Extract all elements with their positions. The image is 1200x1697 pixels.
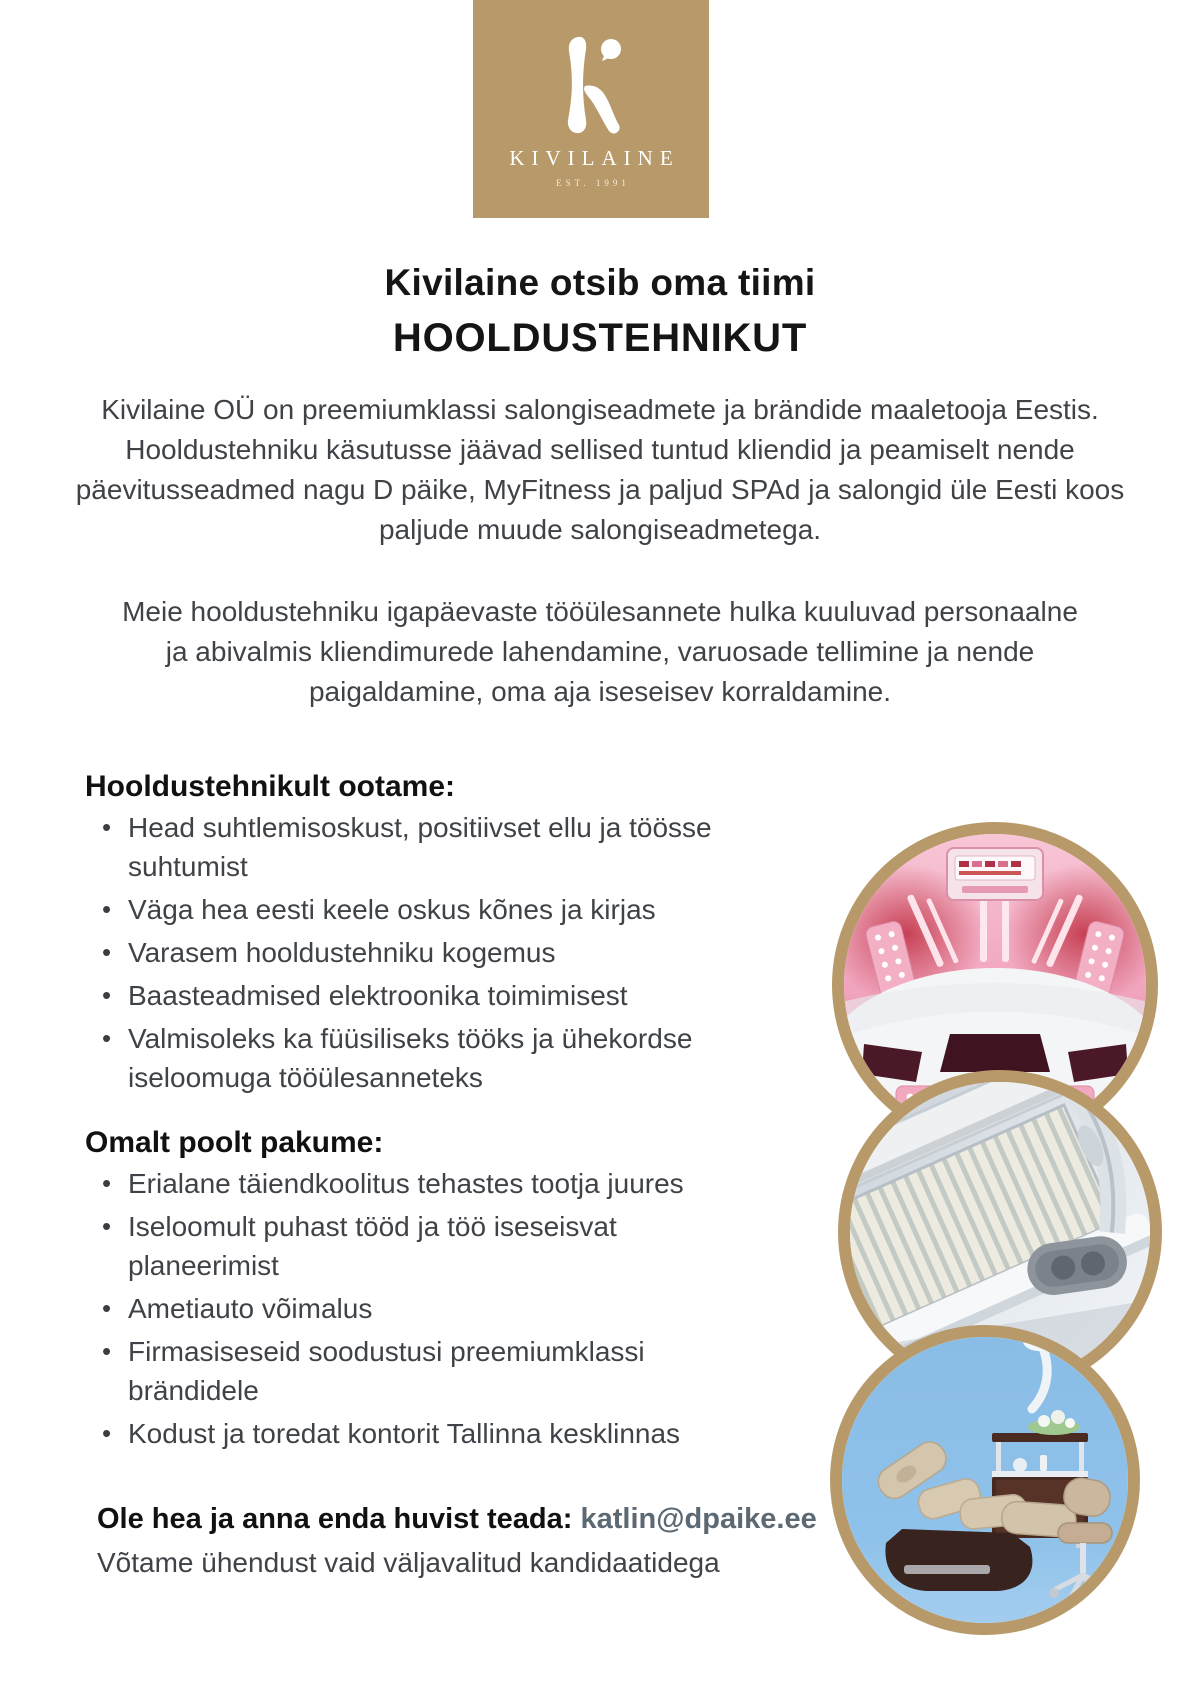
kivilaine-monogram-icon [552,34,630,136]
expectations-heading: Hooldustehnikult ootame: [85,770,455,803]
title-line-2: HOOLDUSTEHNIKUT [392,316,808,360]
established-text: EST. 1991 [556,178,630,188]
offers-list [100,1164,730,1457]
list-item: • Valmisoleks ka füüsiliseks tööks ja ühekordse iseloomuga tööülesanneteks [100,1019,730,1097]
contact-block [97,1500,857,1582]
list-item: • Firmasiseseid soodustusi preemiumklassi brändidele [100,1332,730,1410]
company-logo [473,0,709,218]
list-item: • Baasteadmised elektroonika toimimisest [100,976,730,1015]
intro-paragraph-1: Kivilaine OÜ on preemiumklassi salongiseadmete ja brändide maaletooja Eestis. Hooldustehniku käsutusse jäävad sellised tuntud kliendid ja peamiselt nende päevitusseadmed nagu D päike, MyFitness ja paljud SPAd ja salongid üle Eesti koos paljude muude salongiseadmetega. [75,394,1125,545]
intro-paragraph-2: Meie hooldustehniku igapäevaste tööülesannete hulka kuuluvad personaalne ja abivalmis kliendimurede lahendamine, varuosade tellimine ja nende paigaldamine, oma aja iseseisev korraldamine. [122,596,1078,707]
contact-cta: Ole hea ja anna enda huvist teada: [97,1503,573,1535]
page-title [0,256,1200,366]
list-item: • Väga hea eesti keele oskus kõnes ja kirjas [100,890,730,929]
photo-spa-massage-bed [830,1325,1140,1635]
offers-heading: Omalt poolt pakume: [85,1126,384,1159]
expectations-list [100,808,730,1101]
title-line-1: Kivilaine otsib oma tiimi [384,262,816,303]
list-item: • Ametiauto võimalus [100,1289,730,1328]
list-item: • Varasem hooldustehniku kogemus [100,933,730,972]
contact-note: Võtame ühendust vaid väljavalitud kandidaatidega [97,1547,720,1578]
contact-email-link[interactable]: katlin@dpaike.ee [580,1503,817,1535]
list-item: • Kodust ja toredat kontorit Tallinna kesklinnas [100,1414,730,1453]
list-item: • Iseloomult puhast tööd ja töö iseseisvat planeerimist [100,1207,730,1285]
list-item: • Head suhtlemisoskust, positiivset ellu ja töösse suhtumist [100,808,730,886]
brand-name: KIVILAINE [509,146,680,170]
list-item: • Erialane täiendkoolitus tehastes tootja juures [100,1164,730,1203]
